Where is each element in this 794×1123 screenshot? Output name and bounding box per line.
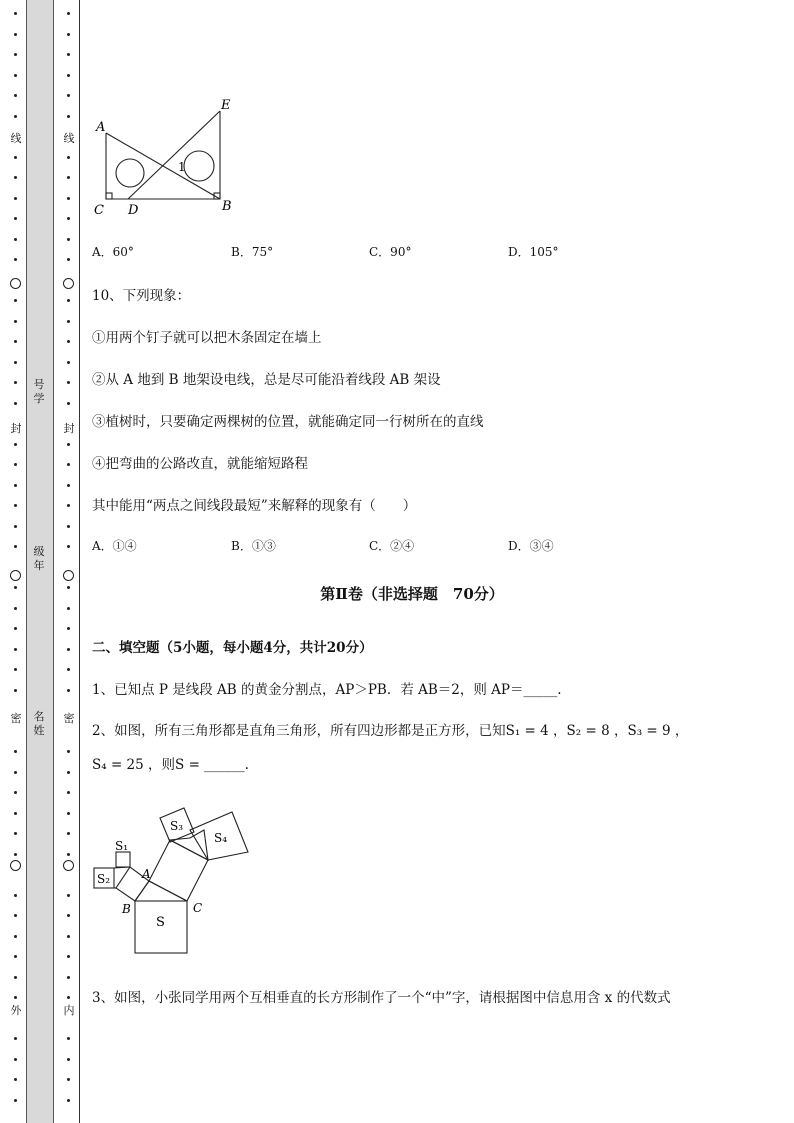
margin-circle-marker [63,860,74,871]
margin-dot [67,115,70,118]
q10-option-c: C．②④ [369,539,415,553]
margin-dot [14,812,17,815]
q10-option-b: B．①③ [231,539,276,553]
margin-dot [67,402,70,405]
margin-dot [14,832,17,835]
margin-dot [67,750,70,753]
outer-dotted-column [10,0,22,1123]
margin-dot [14,1058,17,1061]
fig2-label-S: S [156,915,165,930]
margin-dot [14,361,17,364]
margin-dot [67,607,70,610]
q9-option-d: D．105° [508,245,559,259]
margin-dot [14,1099,17,1102]
fill-q1: 1、已知点 P 是线段 AB 的黄金分割点，AP＞PB．若 AB＝2，则 AP＝_____. [92,682,562,698]
inner-dotted-column [63,0,75,1123]
margin-seal-label: 密 [8,712,24,725]
margin-dot [14,115,17,118]
margin-dot [14,914,17,917]
strip-field-grade-text: 级 年 [33,545,45,572]
margin-dot [67,176,70,179]
margin-dot [67,996,70,999]
margin-dot [67,340,70,343]
fig2-label-A: A [142,867,151,881]
margin-dot [67,238,70,241]
fill-q2-line1: 2、如图，所有三角形都是直角三角形，所有四边形都是正方形，已知S₁ = 4 ，S₂ = 8 ，S₃ = 9 ， [92,723,689,739]
margin-dot [14,320,17,323]
margin-dot [14,586,17,589]
margin-dot [14,668,17,671]
margin-dot [67,12,70,15]
binding-margin [0,0,90,1123]
q9-option-a: A．60° [92,245,134,259]
fig1-label-E: E [221,98,231,113]
margin-dot [67,94,70,97]
margin-dot [67,53,70,56]
margin-dot [67,545,70,548]
margin-dot [14,299,17,302]
margin-dot [67,443,70,446]
q10-item-1: ①用两个钉子就可以把木条固定在墙上 [92,330,322,346]
margin-dot [67,525,70,528]
margin-dot [67,914,70,917]
margin-dot [67,1058,70,1061]
margin-circle-marker [10,860,21,871]
margin-dot [67,361,70,364]
margin-dot [67,894,70,897]
margin-rule [79,0,80,1123]
q10-stem: 10、下列现象： [92,288,191,304]
margin-dot [14,955,17,958]
margin-dot [67,648,70,651]
margin-dot [14,545,17,548]
margin-dot [67,197,70,200]
fig1-angle-1: 1 [178,160,186,174]
margin-seal-label: 线 [61,132,77,145]
strip-field-name [26,710,52,738]
margin-dot [67,627,70,630]
fig2-label-S3: S₃ [170,819,184,833]
margin-dot [67,955,70,958]
figure-squares [92,800,262,960]
margin-dot [67,976,70,979]
margin-dot [14,402,17,405]
margin-dot [67,832,70,835]
fig2-label-S4: S₄ [214,831,228,845]
margin-dot [14,340,17,343]
margin-dot [14,381,17,384]
strip-field-id-text: 号 学 [33,378,45,405]
margin-dot [67,504,70,507]
margin-dot [67,791,70,794]
margin-dot [67,381,70,384]
margin-dot [14,156,17,159]
margin-dot [67,258,70,261]
margin-dot [67,771,70,774]
margin-dot [14,935,17,938]
margin-seal-label: 密 [61,712,77,725]
margin-dot [14,996,17,999]
margin-seal-label: 内 [61,1004,77,1017]
margin-dot [14,504,17,507]
margin-dot [14,12,17,15]
margin-dot [14,627,17,630]
margin-dot [14,791,17,794]
margin-dot [14,443,17,446]
section-fill-in-title: 二、填空题（5小题，每小题4分，共计20分） [92,640,373,656]
margin-dot [14,94,17,97]
margin-dot [14,53,17,56]
q10-item-3: ③植树时，只要确定两棵树的位置，就能确定同一行树所在的直线 [92,414,484,430]
margin-dot [14,176,17,179]
margin-dot [14,607,17,610]
q9-option-c: C．90° [369,245,412,259]
q10-question: 其中能用“两点之间线段最短”来解释的现象有（ ） [92,498,417,514]
margin-dot [14,238,17,241]
margin-circle-marker [63,278,74,289]
margin-dot [67,1037,70,1040]
q9-option-b: B．75° [231,245,274,259]
margin-dot [14,484,17,487]
fig1-label-A: A [96,120,106,135]
strip-field-name-text: 名 姓 [33,710,45,737]
margin-dot [14,853,17,856]
margin-dot [14,1037,17,1040]
margin-dot [14,197,17,200]
fig1-label-B: B [222,199,232,214]
fig1-label-D: D [128,203,139,218]
q10-item-2: ②从 A 地到 B 地架设电线，总是尽可能沿着线段 AB 架设 [92,372,441,388]
margin-dot [14,750,17,753]
margin-dot [67,1099,70,1102]
fill-q3: 3、如图，小张同学用两个互相垂直的长方形制作了一个“中”字，请根据图中信息用含 x 的代数式 [92,990,671,1006]
fill-q2-line2: S₄ = 25 ，则S = ______. [92,757,249,773]
margin-dot [14,258,17,261]
margin-dot [67,689,70,692]
margin-dot [14,463,17,466]
margin-dot [67,1078,70,1081]
margin-dot [67,299,70,302]
margin-circle-marker [63,570,74,581]
margin-dot [67,320,70,323]
margin-dot [14,33,17,36]
margin-dot [14,74,17,77]
margin-dot [14,217,17,220]
margin-dot [14,1078,17,1081]
q10-option-d: D．③④ [508,539,554,553]
figure-q9 [92,93,252,218]
margin-dot [67,484,70,487]
margin-dot [14,976,17,979]
margin-dot [67,217,70,220]
margin-dot [67,156,70,159]
margin-dot [67,812,70,815]
margin-seal-label: 封 [8,422,24,435]
margin-dot [67,853,70,856]
margin-dot [14,894,17,897]
margin-dot [14,689,17,692]
fig1-label-C: C [94,203,104,218]
margin-dot [67,935,70,938]
fig2-label-S1: S₁ [115,839,129,853]
strip-field-id [26,378,52,406]
margin-seal-label: 线 [8,132,24,145]
margin-dot [67,33,70,36]
margin-dot [67,463,70,466]
margin-circle-marker [10,278,21,289]
q10-option-a: A．①④ [92,539,137,553]
margin-seal-label: 封 [61,422,77,435]
margin-circle-marker [10,570,21,581]
margin-dot [14,525,17,528]
fig2-label-C: C [193,901,203,915]
fig2-label-S2: S₂ [97,872,111,886]
margin-dot [67,668,70,671]
margin-dot [67,74,70,77]
margin-dot [14,648,17,651]
margin-dot [67,586,70,589]
q10-item-4: ④把弯曲的公路改直，就能缩短路程 [92,456,308,472]
margin-seal-label: 外 [8,1004,24,1017]
margin-dot [14,771,17,774]
fig2-label-B: B [122,902,131,916]
strip-field-grade [26,545,52,573]
part2-title: 第Ⅱ卷（非选择题 70分） [320,585,504,603]
